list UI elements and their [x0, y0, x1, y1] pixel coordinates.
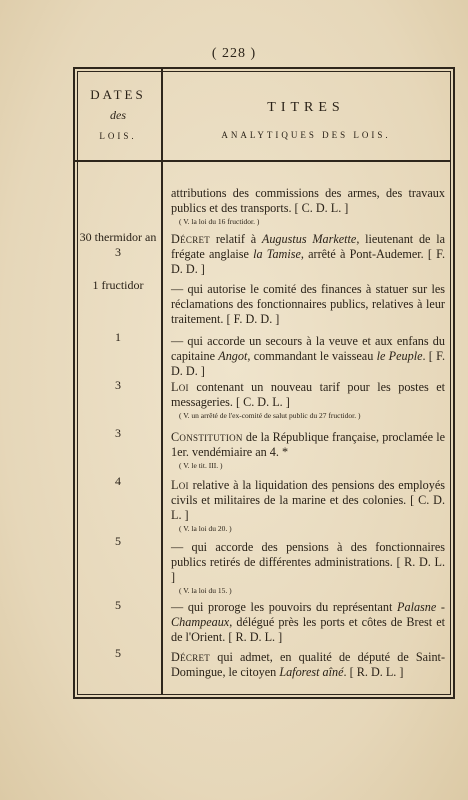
entry-name: le Peuple — [376, 349, 423, 363]
entry-text: — qui proroge les pouvoirs du représentant — [171, 600, 398, 614]
entry-text: attributions des commissions des armes, des travaux publics et des transports. [ C. D. L. ] — [171, 186, 445, 215]
page-number: ( 228 ) — [211, 46, 257, 61]
entry-name: la Tamise — [253, 247, 301, 261]
entry-title — [171, 540, 445, 596]
entry-name: Palasne - Champeaux — [171, 600, 445, 629]
entry-name: Augustus Markette — [261, 232, 357, 246]
entry-date: 3 — [115, 378, 121, 392]
header-divider — [75, 160, 450, 162]
dates-header-title: DATES — [90, 87, 146, 102]
titres-header-title: TITRES — [267, 100, 345, 115]
entry-reference: ( V. la loi du 20. ) — [179, 524, 232, 533]
entry-date: 5 — [115, 646, 121, 660]
entry-date: 4 — [115, 474, 121, 488]
entry-text: — qui accorde un secours à la veuve et aux enfans du capitaine — [171, 334, 445, 363]
entry-date: 30 thermidor an 3 — [79, 230, 157, 259]
entry-title — [171, 380, 445, 421]
entry-date: 1 — [115, 330, 121, 344]
entry-lead: Loi — [171, 380, 189, 394]
entry-date: 1 fructidor — [92, 278, 144, 292]
titres-header-caps: ANALYTIQUES DES LOIS. — [221, 130, 391, 140]
entry-title — [171, 478, 445, 534]
dates-column-header — [76, 84, 160, 147]
entry-title — [171, 232, 445, 277]
entry-reference: ( V. la loi du 16 fructidor. ) — [179, 217, 260, 226]
entry-reference: ( V. le tit. III. ) — [179, 461, 223, 470]
entry-text: — qui accorde des pensions à des fonctionnaires publics retirés de différentes administrations. [ R. D. L. ] — [171, 540, 445, 584]
entry-date: 3 — [115, 426, 121, 440]
entry-text: de la République française, proclamée le 1er. vendémiaire an 4. * — [171, 430, 445, 459]
entry-text: , lieutenant de la frégate anglaise — [171, 232, 445, 261]
entry-title — [171, 334, 445, 379]
entry-title — [171, 650, 445, 680]
entry-title — [171, 600, 445, 645]
entry-text: qui admet, en qualité de député de Saint-Domingue, le citoyen — [171, 650, 445, 679]
entry-text: relatif à — [210, 232, 262, 246]
entry-lead: Décret — [171, 232, 211, 246]
entry-text: , délégué près les ports et côtes de Brest et de l'Orient. [ R. D. L. ] — [171, 615, 445, 644]
entry-reference: ( V. un arrêté de l'ex-comité de salut public du 27 fructidor. ) — [179, 411, 361, 420]
entry-date: 5 — [115, 534, 121, 548]
entry-name: Laforest aîné — [279, 665, 344, 679]
entry-title — [171, 430, 445, 471]
entry-text: . [ F. D. D. ] — [171, 349, 445, 378]
entry-lead: Loi — [171, 478, 189, 492]
entry-date: 5 — [115, 598, 121, 612]
entry-text: relative à la liquidation des pensions des employés civils et militaires de la marine et des colonies. [ C. D. L. ] — [171, 478, 445, 522]
entry-text: , commandant le vaisseau — [247, 349, 377, 363]
entry-text: — qui autorise le comité des finances à statuer sur les réclamations des fonctionnaires publics, relatives à leur traitement. [ F. D. D. ] — [171, 282, 445, 326]
entry-text: , arrêté à Pont-Audemer. [ F. D. D. ] — [171, 247, 445, 276]
titres-column-header — [163, 96, 449, 140]
entry-text: . [ R. D. L. ] — [343, 665, 404, 679]
entry-title — [171, 186, 445, 227]
entry-lead: Décret — [171, 650, 211, 664]
entry-lead: Constitution — [171, 430, 243, 444]
entry-reference: ( V. la loi du 15. ) — [179, 586, 232, 595]
entry-name: Angot — [218, 349, 248, 363]
entry-title — [171, 282, 445, 327]
entry-text: contenant un nouveau tarif pour les postes et messageries. [ C. D. L. ] — [171, 380, 445, 409]
dates-header-caps: LOIS. — [99, 131, 137, 141]
dates-header-sub: des — [110, 108, 126, 122]
